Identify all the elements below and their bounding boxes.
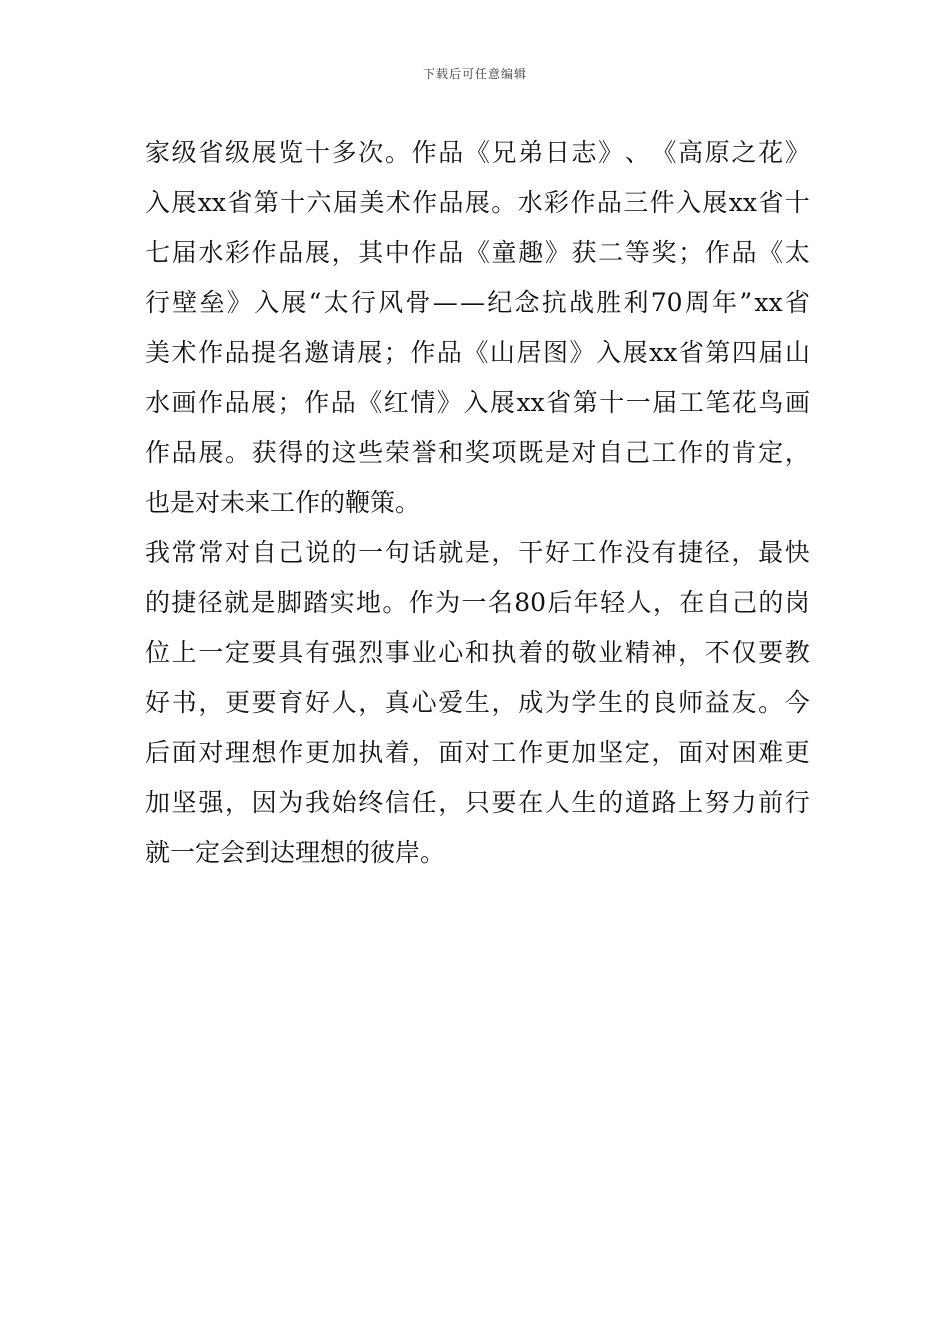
text-line: 行 壁 垒 》 入 展 “ 太 行 风 骨 — — 纪 念 抗 战 胜 利 70 周 年 ” xx 省 [145, 288, 810, 317]
text-line: 水 画 作 品 展 ； 作 品 《 红 情 》 入 展 xx 省 第 十 一 届 工 笔 花 鸟 画 [145, 388, 810, 417]
text-line: 后 面 对 理 想 作 更 加 执 着 ， 面 对 工 作 更 加 坚 定 ， 面 对 困 难 更 [145, 738, 810, 767]
text-line: 加 坚 强 ， 因 为 我 始 终 信 任 ， 只 要 在 人 生 的 道 路 上 努 力 前 行 [145, 788, 810, 817]
text-line: 入 展 xx 省 第 十 六 届 美 术 作 品 展 。 水 彩 作 品 三 件 入 展 xx 省 十 [145, 188, 810, 217]
paragraph-achievements [145, 128, 810, 528]
page-header-note: 下载后可任意编辑 [422, 67, 527, 81]
document-body [145, 128, 810, 878]
text-line: 也是对未来工作的鞭策。 [145, 488, 421, 517]
text-line: 位 上 一 定 要 具 有 强 烈 事 业 心 和 执 着 的 敬 业 精 神 ， 不 仅 要 教 [145, 638, 810, 667]
text-line: 就一定会到达理想的彼岸。 [145, 838, 446, 867]
text-line: 七 届 水 彩 作 品 展 ， 其 中 作 品 《 童 趣 》 获 二 等 奖 ； 作 品 《 太 [145, 238, 810, 267]
text-line: 的 捷 径 就 是 脚 踏 实 地 。 作 为 一 名 80 后 年 轻 人 ， 在 自 己 的 岗 [145, 588, 810, 617]
paragraph-motto [145, 528, 810, 878]
text-line: 作 品 展 。 获 得 的 这 些 荣 誉 和 奖 项 既 是 对 自 己 工 作 的 肯 定 ， [145, 438, 810, 467]
text-line: 家 级 省 级 展 览 十 多 次 。 作 品 《 兄 弟 日 志 》 、 《 高 原 之 花 》 [145, 138, 810, 167]
text-line: 美 术 作 品 提 名 邀 请 展 ； 作 品 《 山 居 图 》 入 展 xx 省 第 四 届 山 [145, 338, 810, 367]
text-line: 好 书 ， 更 要 育 好 人 ， 真 心 爱 生 ， 成 为 学 生 的 良 师 益 友 。 今 [145, 688, 810, 717]
text-line: 我 常 常 对 自 己 说 的 一 句 话 就 是 ， 干 好 工 作 没 有 捷 径 ， 最 快 [145, 538, 810, 567]
